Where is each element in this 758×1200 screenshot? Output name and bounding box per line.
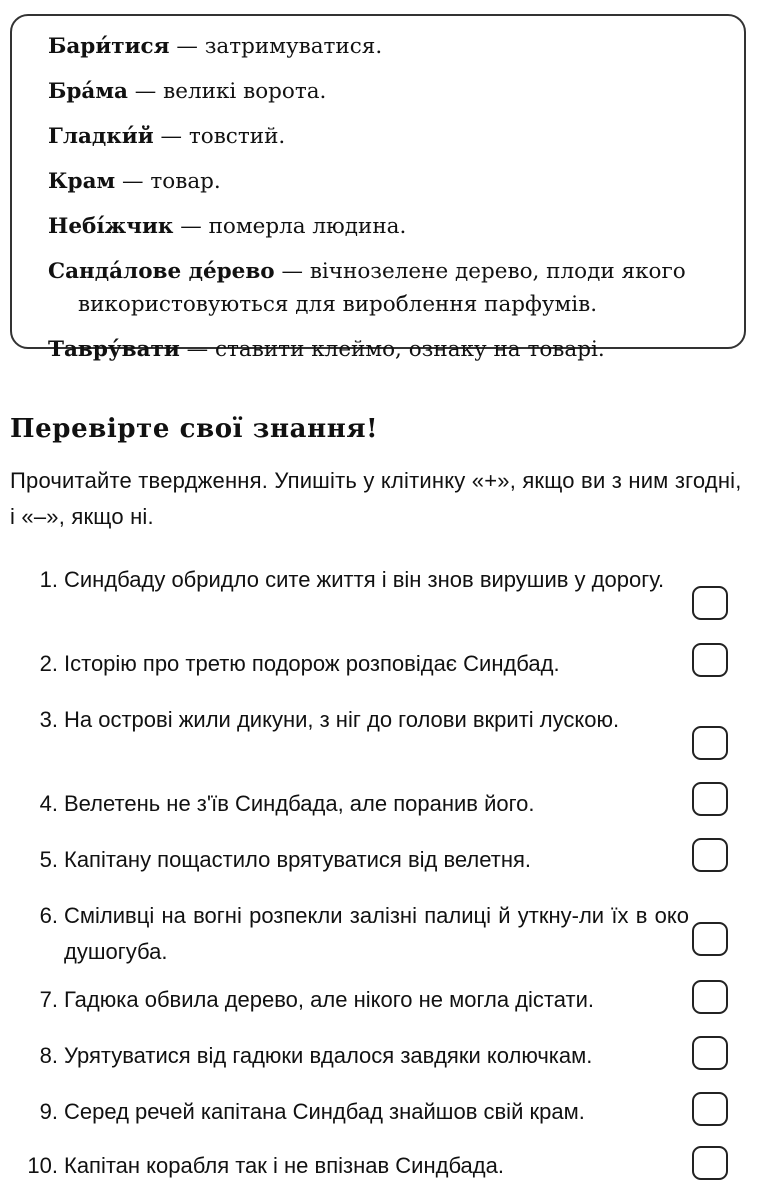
glossary-term: Бари́тися: [48, 34, 170, 59]
question-text: Гадюка обвила дерево, але нікого не могла дістати.: [64, 987, 594, 1012]
glossary-entry: [48, 255, 744, 321]
glossary-dash: —: [115, 169, 151, 194]
glossary-term: Гладки́й: [48, 124, 154, 149]
glossary-entry: [48, 120, 744, 153]
glossary-definition: затримуватися.: [204, 34, 383, 59]
glossary-entry: [48, 75, 744, 108]
glossary-dash: —: [153, 124, 189, 149]
section-title: Перевірте свої знання!: [10, 414, 379, 444]
glossary-dash: —: [173, 214, 209, 239]
answer-box[interactable]: [692, 922, 728, 956]
answer-box[interactable]: [692, 980, 728, 1014]
question-number: 3.: [39, 707, 58, 732]
question-text: Капітану пощастило врятуватися від велетня.: [64, 847, 532, 872]
glossary-dash: —: [179, 337, 215, 362]
glossary-entry: [48, 165, 744, 198]
question-text: Історію про третю подорож розповідає Синдбад.: [64, 651, 560, 676]
question-text: Капітан корабля так і не впізнав Синдбада.: [64, 1153, 504, 1178]
question-number: 1.: [39, 567, 58, 592]
glossary-term: Бра́ма: [48, 79, 128, 104]
answer-box[interactable]: [692, 1036, 728, 1070]
answer-box[interactable]: [692, 1146, 728, 1180]
question-text: На острові жили дикуни, з ніг до голови вкриті лускою.: [64, 707, 620, 732]
question-text: Урятуватися від гадюки вдалося завдяки колючкам.: [64, 1043, 593, 1068]
question-text: Сміливці на вогні розпекли залізні палиці й уткну-ли їх в око душогуба.: [64, 903, 689, 964]
question-number: 2.: [39, 651, 58, 676]
glossary-definition: товстий.: [188, 124, 286, 149]
glossary-definition: великі ворота.: [163, 79, 327, 104]
glossary-definition: померла людина.: [208, 214, 407, 239]
glossary-entry: [48, 30, 744, 63]
answer-box[interactable]: [692, 1092, 728, 1126]
answer-box[interactable]: [692, 643, 728, 677]
glossary-dash: —: [127, 79, 164, 104]
instruction-text: Прочитайте твердження. Упишіть у клітинку «+», якщо ви з ним згодні, і «–», якщо ні.: [10, 468, 742, 529]
glossary-definition: ставити клеймо, ознаку на товарі.: [214, 337, 605, 362]
answer-box[interactable]: [692, 586, 728, 620]
glossary-term: Тавру́вати: [48, 337, 180, 362]
glossary-definition: вічнозелене дерево, плоди якого використовуються для вироблення парфумів.: [78, 259, 686, 317]
question-text: Синдбаду обридло сите життя і він знов вирушив у дорогу.: [64, 567, 665, 592]
question-number: 6.: [39, 903, 58, 928]
glossary-entry: [48, 210, 744, 243]
answer-box[interactable]: [692, 838, 728, 872]
glossary-entry: [48, 333, 744, 366]
question-number: 9.: [39, 1099, 58, 1124]
glossary-term: Крам: [48, 169, 116, 194]
question-number: 8.: [39, 1043, 58, 1068]
question-number: 10.: [27, 1153, 58, 1178]
question-number: 7.: [39, 987, 58, 1012]
question-number: 5.: [39, 847, 58, 872]
answer-box[interactable]: [692, 726, 728, 760]
glossary-term: Небі́жчик: [48, 214, 174, 239]
glossary-term: Санда́лове де́рево: [48, 259, 275, 284]
answer-box[interactable]: [692, 782, 728, 816]
question-text: Серед речей капітана Синдбад знайшов свій крам.: [64, 1099, 585, 1124]
glossary-box: [10, 14, 746, 362]
glossary-definition: товар.: [150, 169, 221, 194]
question-text: Велетень не з'їв Синдбада, але поранив його.: [64, 791, 535, 816]
glossary-dash: —: [169, 34, 205, 59]
question-number: 4.: [39, 791, 58, 816]
glossary-dash: —: [274, 259, 310, 284]
